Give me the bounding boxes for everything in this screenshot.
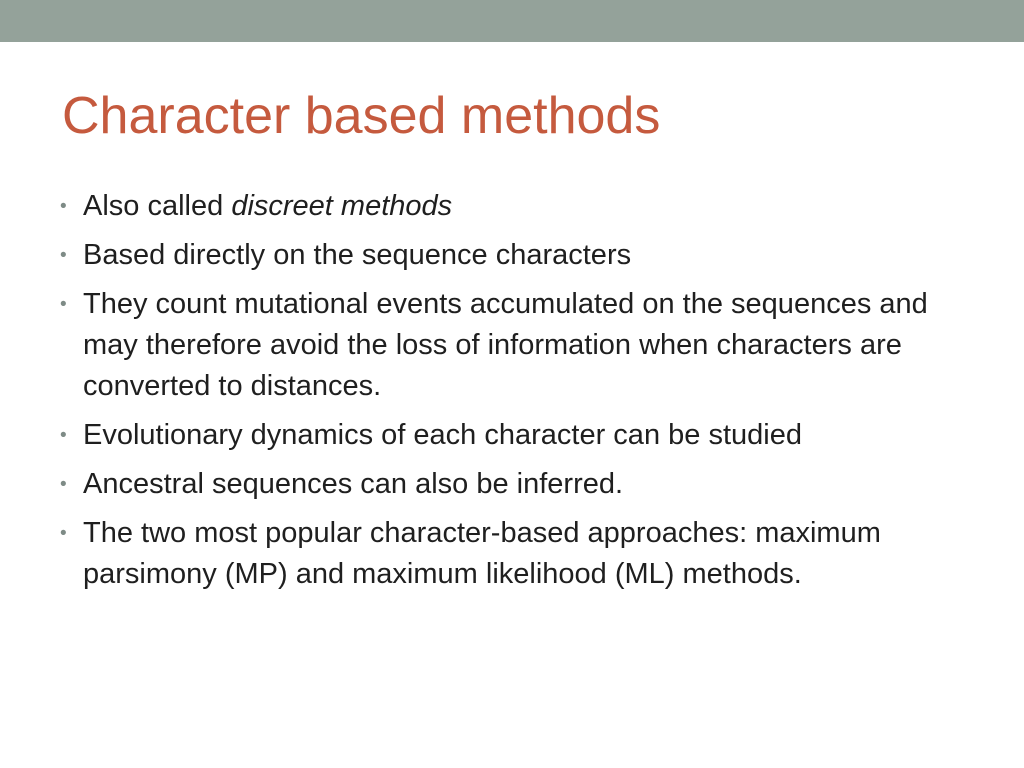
bullet-text-prefix: Also called <box>83 190 232 222</box>
bullet-text: The two most popular character-based approaches: maximum parsimony (MP) and maximum likelihood (ML) methods. <box>83 517 881 590</box>
bullet-item <box>60 186 960 227</box>
bullet-item <box>60 513 960 595</box>
bullet-item <box>60 464 960 505</box>
bullet-icon: • <box>60 523 67 544</box>
bullet-text: Evolutionary dynamics of each character can be studied <box>83 419 802 451</box>
slide-title: Character based methods <box>62 87 661 145</box>
bullet-text: Based directly on the sequence characters <box>83 239 632 271</box>
bullet-icon: • <box>60 425 67 446</box>
bullet-item <box>60 284 960 407</box>
bullet-icon: • <box>60 474 67 495</box>
bullet-item <box>60 415 960 456</box>
bullet-text <box>83 186 960 227</box>
bullet-text: They count mutational events accumulated on the sequences and may therefore avoid the loss of information when characters are converted to distances. <box>83 288 928 402</box>
bullet-icon: • <box>60 245 67 266</box>
bullet-list <box>60 186 960 603</box>
bullet-icon: • <box>60 294 67 315</box>
bullet-item <box>60 235 960 276</box>
top-accent-bar <box>0 0 1024 42</box>
bullet-text: Ancestral sequences can also be inferred. <box>83 468 624 500</box>
bullet-text-emphasis: discreet methods <box>231 190 453 222</box>
bullet-icon: • <box>60 196 67 217</box>
